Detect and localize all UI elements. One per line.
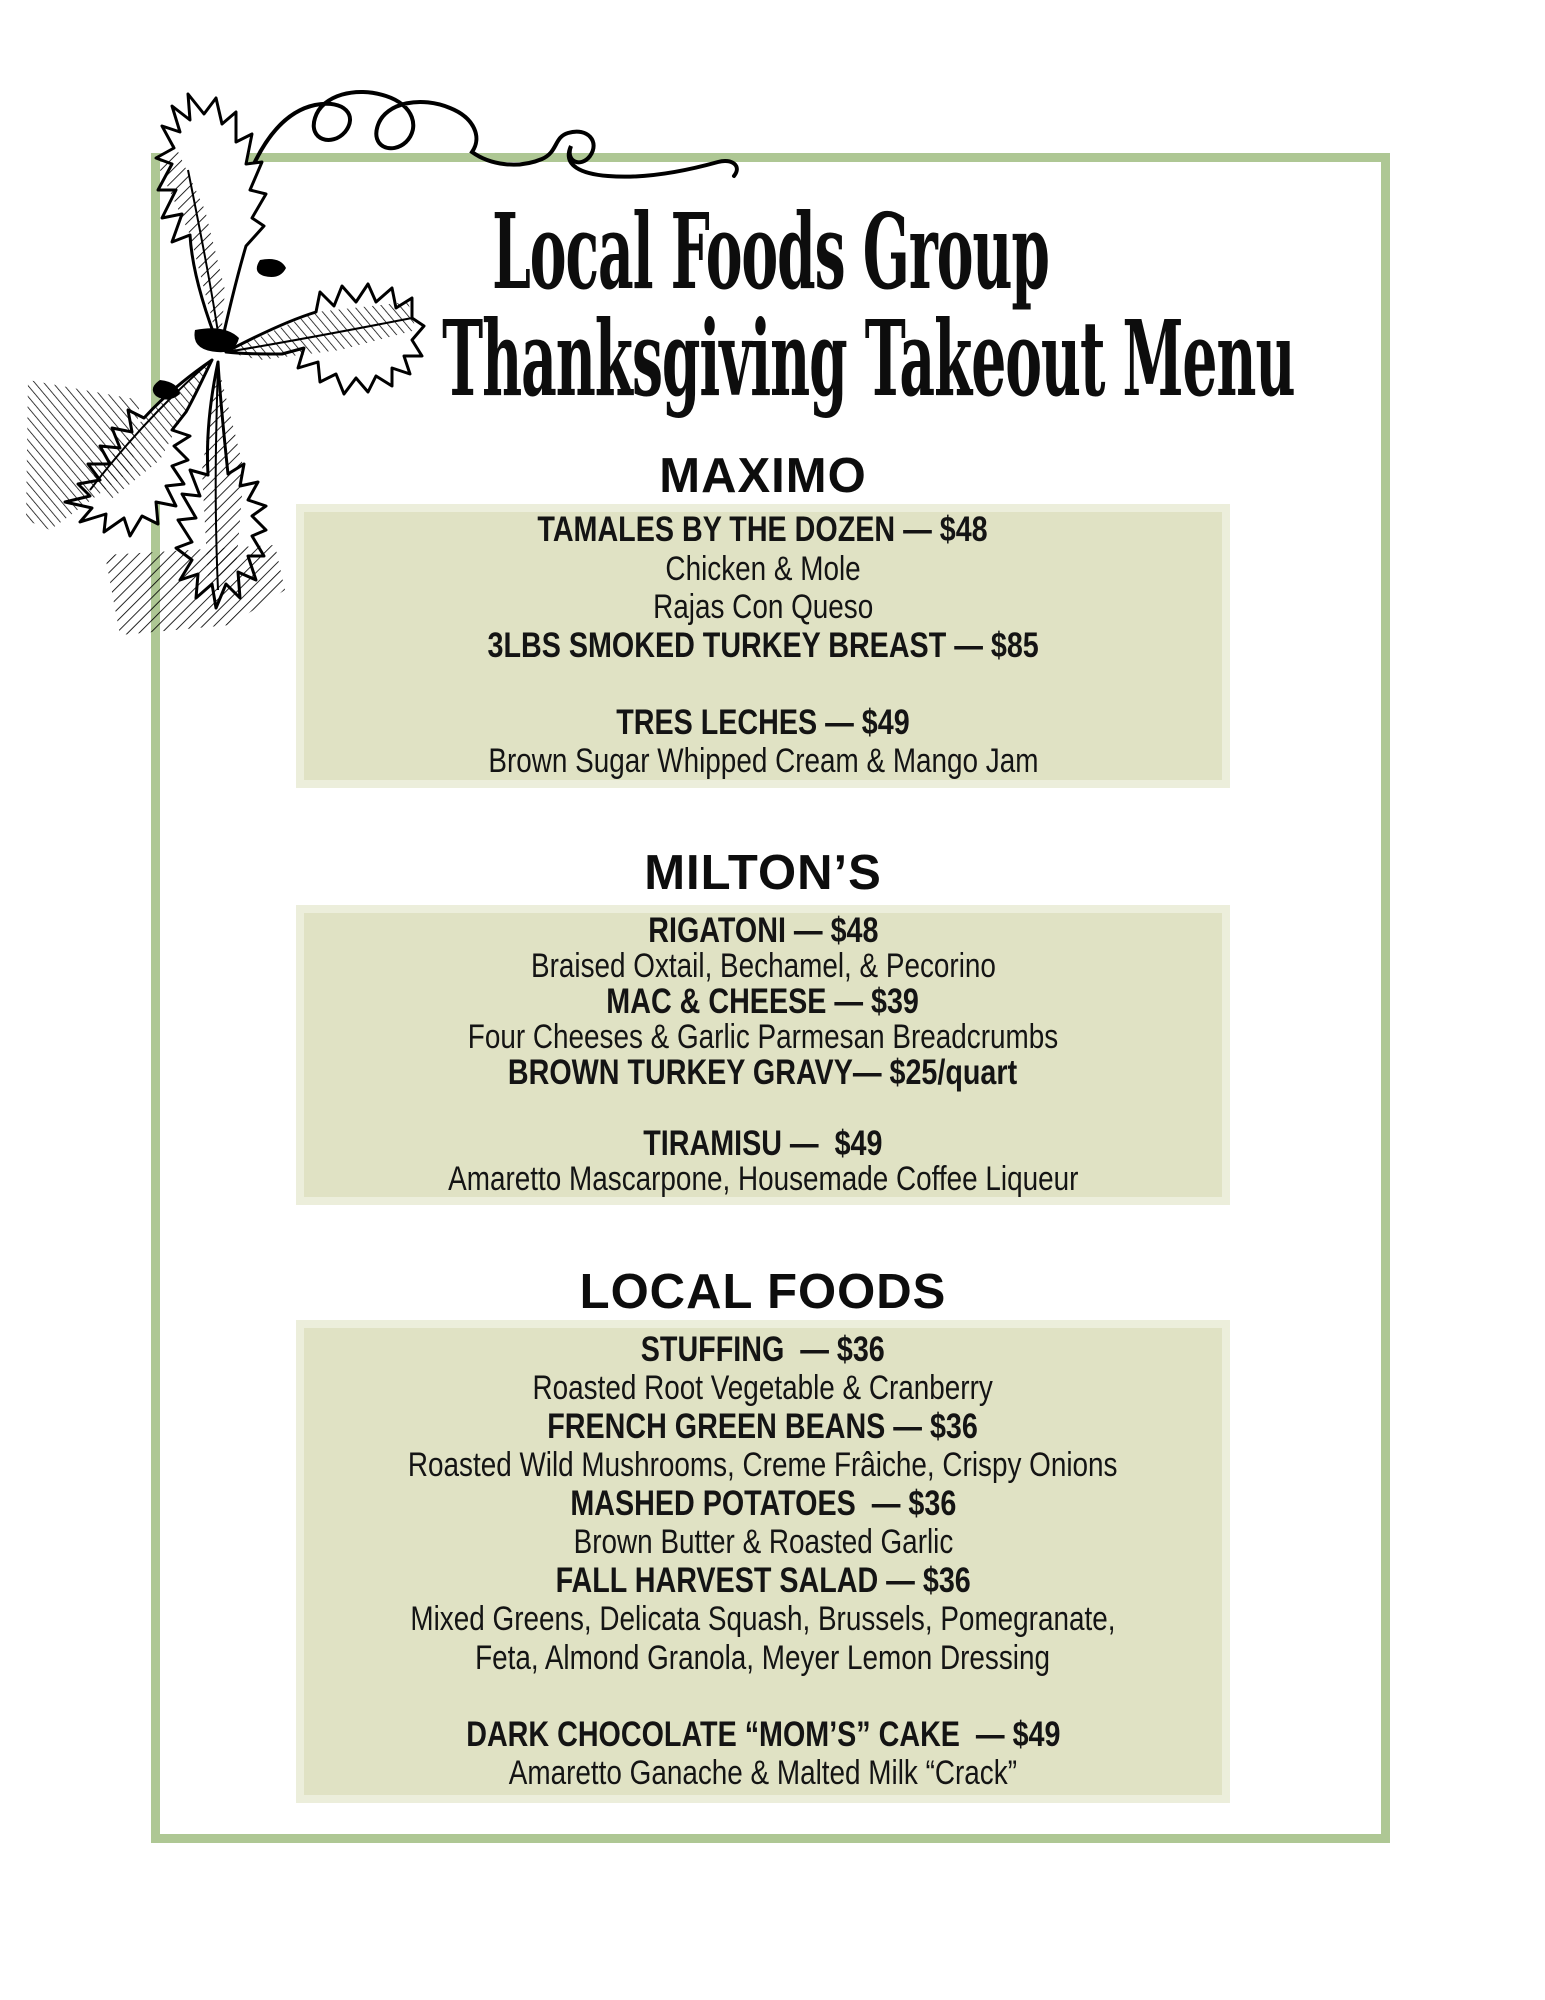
menu-item-line: Roasted Root Vegetable & Cranberry [532, 1369, 994, 1407]
section-header: LOCAL FOODS [579, 1265, 947, 1319]
menu-item-line: STUFFING — $36 [640, 1329, 886, 1369]
section-box-inner [304, 1328, 1222, 1795]
menu-item-line: FALL HARVEST SALAD — $36 [555, 1560, 971, 1600]
menu-item-line: Brown Sugar Whipped Cream & Mango Jam [487, 742, 1039, 781]
section-header: MILTON’S [644, 846, 882, 900]
menu-item-line: FRENCH GREEN BEANS — $36 [547, 1406, 979, 1446]
menu-item-line: Brown Butter & Roasted Garlic [573, 1523, 953, 1561]
menu-item-line: Amaretto Ganache & Malted Milk “Crack” [508, 1754, 1018, 1792]
section-box [296, 1320, 1230, 1803]
menu-item-line: MAC & CHEESE — $39 [606, 982, 920, 1021]
menu-item-line: Rajas Con Queso [652, 588, 874, 627]
section-header: MAXIMO [659, 449, 867, 503]
section-box [296, 905, 1230, 1205]
menu-item-line: DARK CHOCOLATE “MOM’S” CAKE — $49 [465, 1714, 1061, 1754]
menu-item-line: TAMALES BY THE DOZEN — $48 [537, 510, 989, 550]
menu-item-line: Braised Oxtail, Bechamel, & Pecorino [530, 946, 996, 985]
menu-item-line: Chicken & Mole [665, 549, 861, 588]
menu-item-spacer [304, 1091, 1222, 1127]
menu-item-line: BROWN TURKEY GRAVY— $25/quart [508, 1053, 1018, 1092]
menu-item-line: Mixed Greens, Delicata Squash, Brussels, Pomegranate, [410, 1600, 1116, 1638]
menu-item-line: Roasted Wild Mushrooms, Creme Frâiche, Crispy Onions [408, 1446, 1118, 1484]
vine-tendril-squiggle-icon [245, 92, 737, 185]
menu-item-line: MASHED POTATOES — $36 [570, 1483, 956, 1523]
menu-item-spacer [304, 1677, 1222, 1716]
menu-item-line: TIRAMISU — $49 [643, 1124, 883, 1163]
menu-item-spacer [304, 665, 1222, 704]
title-line-2: Thanksgiving Takeout Menu [442, 297, 1295, 420]
menu-item-line: RIGATONI — $48 [647, 911, 879, 950]
title-line-1: Local Foods Group [492, 190, 1049, 313]
menu-item-line: Four Cheeses & Garlic Parmesan Breadcrumbs [467, 1017, 1059, 1056]
menu-item-line: Amaretto Mascarpone, Housemade Coffee Liqueur [447, 1159, 1079, 1198]
menu-item-line: 3LBS SMOKED TURKEY BREAST — $85 [487, 625, 1039, 665]
menu-item-line: Feta, Almond Granola, Meyer Lemon Dressing [475, 1638, 1051, 1677]
menu-item-line: TRES LECHES — $49 [616, 702, 910, 742]
section-box-inner [304, 913, 1222, 1197]
grape-leaf-illustration [20, 50, 760, 660]
